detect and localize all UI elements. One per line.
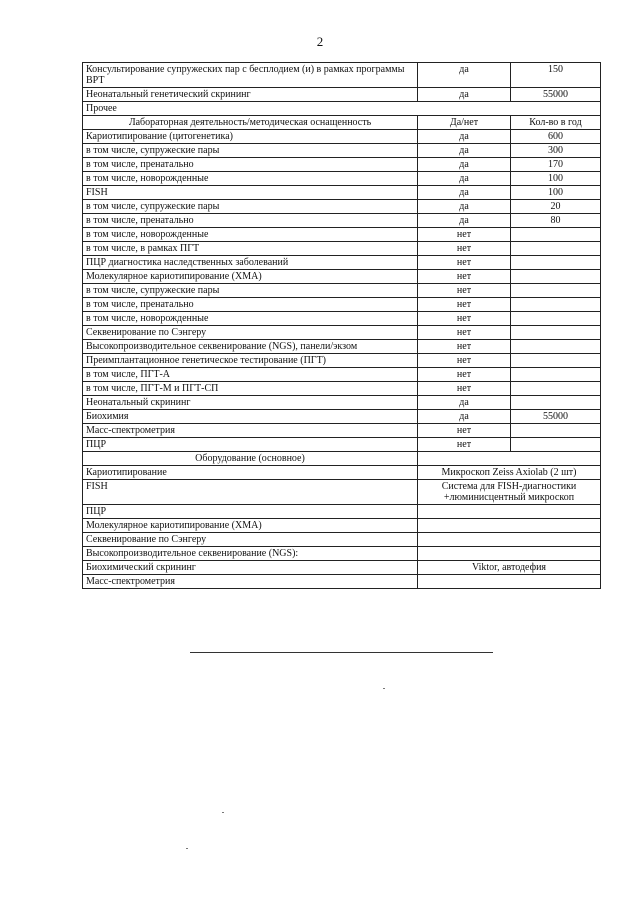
row-yes-no: нет [418, 382, 511, 396]
row-quantity [511, 382, 601, 396]
equipment-value: Система для FISH-диагностики +люминисцентный микроскоп [418, 480, 601, 505]
equipment-value [418, 533, 601, 547]
equipment-label: Биохимический скрининг [83, 561, 418, 575]
row-label: Высокопроизводительное секвенирование (NGS), панели/экзом [83, 340, 418, 354]
table-row [83, 396, 601, 410]
table-row [83, 340, 601, 354]
equipment-row [83, 547, 601, 561]
equipment-value: Viktor, автодефия [418, 561, 601, 575]
table-row [83, 200, 601, 214]
table-row [83, 270, 601, 284]
scan-speck [222, 812, 224, 813]
scan-speck [383, 688, 385, 689]
equipment-row [83, 575, 601, 589]
row-quantity [511, 284, 601, 298]
row-quantity: 80 [511, 214, 601, 228]
lab-header-yes-no: Да/нет [418, 116, 511, 130]
row-label: Консультирование супружеских пар с бесплодием (и) в рамках программы ВРТ [83, 63, 418, 88]
equipment-label: Масс-спектрометрия [83, 575, 418, 589]
row-yes-no: да [418, 144, 511, 158]
page-number: 2 [316, 34, 324, 49]
row-label: Неонатальный генетический скрининг [83, 88, 418, 102]
row-label: ПЦР [83, 438, 418, 452]
row-label: в том числе, ПГТ-А [83, 368, 418, 382]
row-quantity [511, 340, 601, 354]
equipment-row [83, 505, 601, 519]
row-quantity [511, 242, 601, 256]
row-quantity: 55000 [511, 88, 601, 102]
table-row [83, 88, 601, 102]
row-label: Преимплантационное генетическое тестирование (ПГТ) [83, 354, 418, 368]
table-row [83, 172, 601, 186]
table-row [83, 312, 601, 326]
row-label: FISH [83, 186, 418, 200]
row-quantity [511, 368, 601, 382]
row-quantity: 600 [511, 130, 601, 144]
row-yes-no: да [418, 158, 511, 172]
table-row [83, 186, 601, 200]
other-label: Прочее [83, 102, 601, 116]
row-yes-no: нет [418, 340, 511, 354]
table-row [83, 354, 601, 368]
row-yes-no: нет [418, 354, 511, 368]
row-yes-no: нет [418, 284, 511, 298]
equipment-row [83, 480, 601, 505]
table-row [83, 102, 601, 116]
row-yes-no: да [418, 186, 511, 200]
table-row [83, 63, 601, 88]
table-row [83, 410, 601, 424]
equipment-row [83, 561, 601, 575]
lab-header-qty: Кол-во в год [511, 116, 601, 130]
row-label: Кариотипирование (цитогенетика) [83, 130, 418, 144]
table-row [83, 144, 601, 158]
row-label: Неонатальный скрининг [83, 396, 418, 410]
table-row [83, 382, 601, 396]
row-label: в том числе, новорожденные [83, 172, 418, 186]
table-row [83, 438, 601, 452]
row-yes-no: да [418, 396, 511, 410]
equipment-header-row [83, 452, 601, 466]
equipment-label: Высокопроизводительное секвенирование (NGS): [83, 547, 418, 561]
row-yes-no: да [418, 410, 511, 424]
equipment-row [83, 519, 601, 533]
table-row [83, 368, 601, 382]
row-yes-no: да [418, 172, 511, 186]
equipment-value: Микроскоп Zeiss Axiolab (2 шт) [418, 466, 601, 480]
row-label: в том числе, пренатально [83, 214, 418, 228]
row-yes-no: нет [418, 312, 511, 326]
row-quantity [511, 312, 601, 326]
equipment-label: Молекулярное кариотипирование (ХМА) [83, 519, 418, 533]
row-yes-no: нет [418, 438, 511, 452]
row-yes-no: нет [418, 326, 511, 340]
row-label: Масс-спектрометрия [83, 424, 418, 438]
equipment-value [418, 519, 601, 533]
row-yes-no: да [418, 88, 511, 102]
row-label: в том числе, в рамках ПГТ [83, 242, 418, 256]
row-label: в том числе, пренатально [83, 158, 418, 172]
row-quantity: 300 [511, 144, 601, 158]
equipment-label: Кариотипирование [83, 466, 418, 480]
row-quantity [511, 396, 601, 410]
row-yes-no: нет [418, 424, 511, 438]
table-row [83, 158, 601, 172]
row-quantity [511, 298, 601, 312]
row-label: Секвенирование по Сэнгеру [83, 326, 418, 340]
row-yes-no: нет [418, 228, 511, 242]
row-quantity [511, 256, 601, 270]
table-row [83, 214, 601, 228]
equipment-label: Секвенирование по Сэнгеру [83, 533, 418, 547]
row-yes-no: нет [418, 368, 511, 382]
row-yes-no: нет [418, 298, 511, 312]
table-row [83, 228, 601, 242]
table-row [83, 130, 601, 144]
equipment-value [418, 575, 601, 589]
row-label: в том числе, супружеские пары [83, 144, 418, 158]
equipment-header: Оборудование (основное) [83, 452, 418, 466]
row-quantity [511, 354, 601, 368]
table-row [83, 284, 601, 298]
row-yes-no: да [418, 130, 511, 144]
row-yes-no: нет [418, 270, 511, 284]
row-yes-no: нет [418, 242, 511, 256]
row-quantity [511, 228, 601, 242]
row-label: в том числе, пренатально [83, 298, 418, 312]
separator-line [190, 652, 493, 653]
table-row [83, 242, 601, 256]
row-quantity: 100 [511, 172, 601, 186]
table-row [83, 326, 601, 340]
lab-header-row [83, 116, 601, 130]
row-label: в том числе, новорожденные [83, 312, 418, 326]
row-label: в том числе, супружеские пары [83, 284, 418, 298]
row-quantity: 170 [511, 158, 601, 172]
scan-speck [186, 848, 188, 849]
lab-header-label: Лабораторная деятельность/методическая оснащенность [83, 116, 418, 130]
row-quantity: 55000 [511, 410, 601, 424]
equipment-row [83, 466, 601, 480]
row-label: в том числе, новорожденные [83, 228, 418, 242]
row-quantity [511, 326, 601, 340]
equipment-value [418, 547, 601, 561]
row-label: в том числе, супружеские пары [83, 200, 418, 214]
row-yes-no: да [418, 200, 511, 214]
row-yes-no: нет [418, 256, 511, 270]
row-label: в том числе, ПГТ-М и ПГТ-СП [83, 382, 418, 396]
row-label: Биохимия [83, 410, 418, 424]
row-label: ПЦР диагностика наследственных заболеваний [83, 256, 418, 270]
row-label: Молекулярное кариотипирование (ХМА) [83, 270, 418, 284]
equipment-table [82, 62, 601, 589]
equipment-label: FISH [83, 480, 418, 505]
table-row [83, 424, 601, 438]
row-quantity: 20 [511, 200, 601, 214]
row-quantity: 100 [511, 186, 601, 200]
equipment-label: ПЦР [83, 505, 418, 519]
row-quantity [511, 438, 601, 452]
row-yes-no: да [418, 63, 511, 88]
row-quantity [511, 270, 601, 284]
equipment-row [83, 533, 601, 547]
empty-cell [418, 452, 601, 466]
row-yes-no: да [418, 214, 511, 228]
row-quantity: 150 [511, 63, 601, 88]
table-row [83, 256, 601, 270]
row-quantity [511, 424, 601, 438]
equipment-value [418, 505, 601, 519]
table-row [83, 298, 601, 312]
